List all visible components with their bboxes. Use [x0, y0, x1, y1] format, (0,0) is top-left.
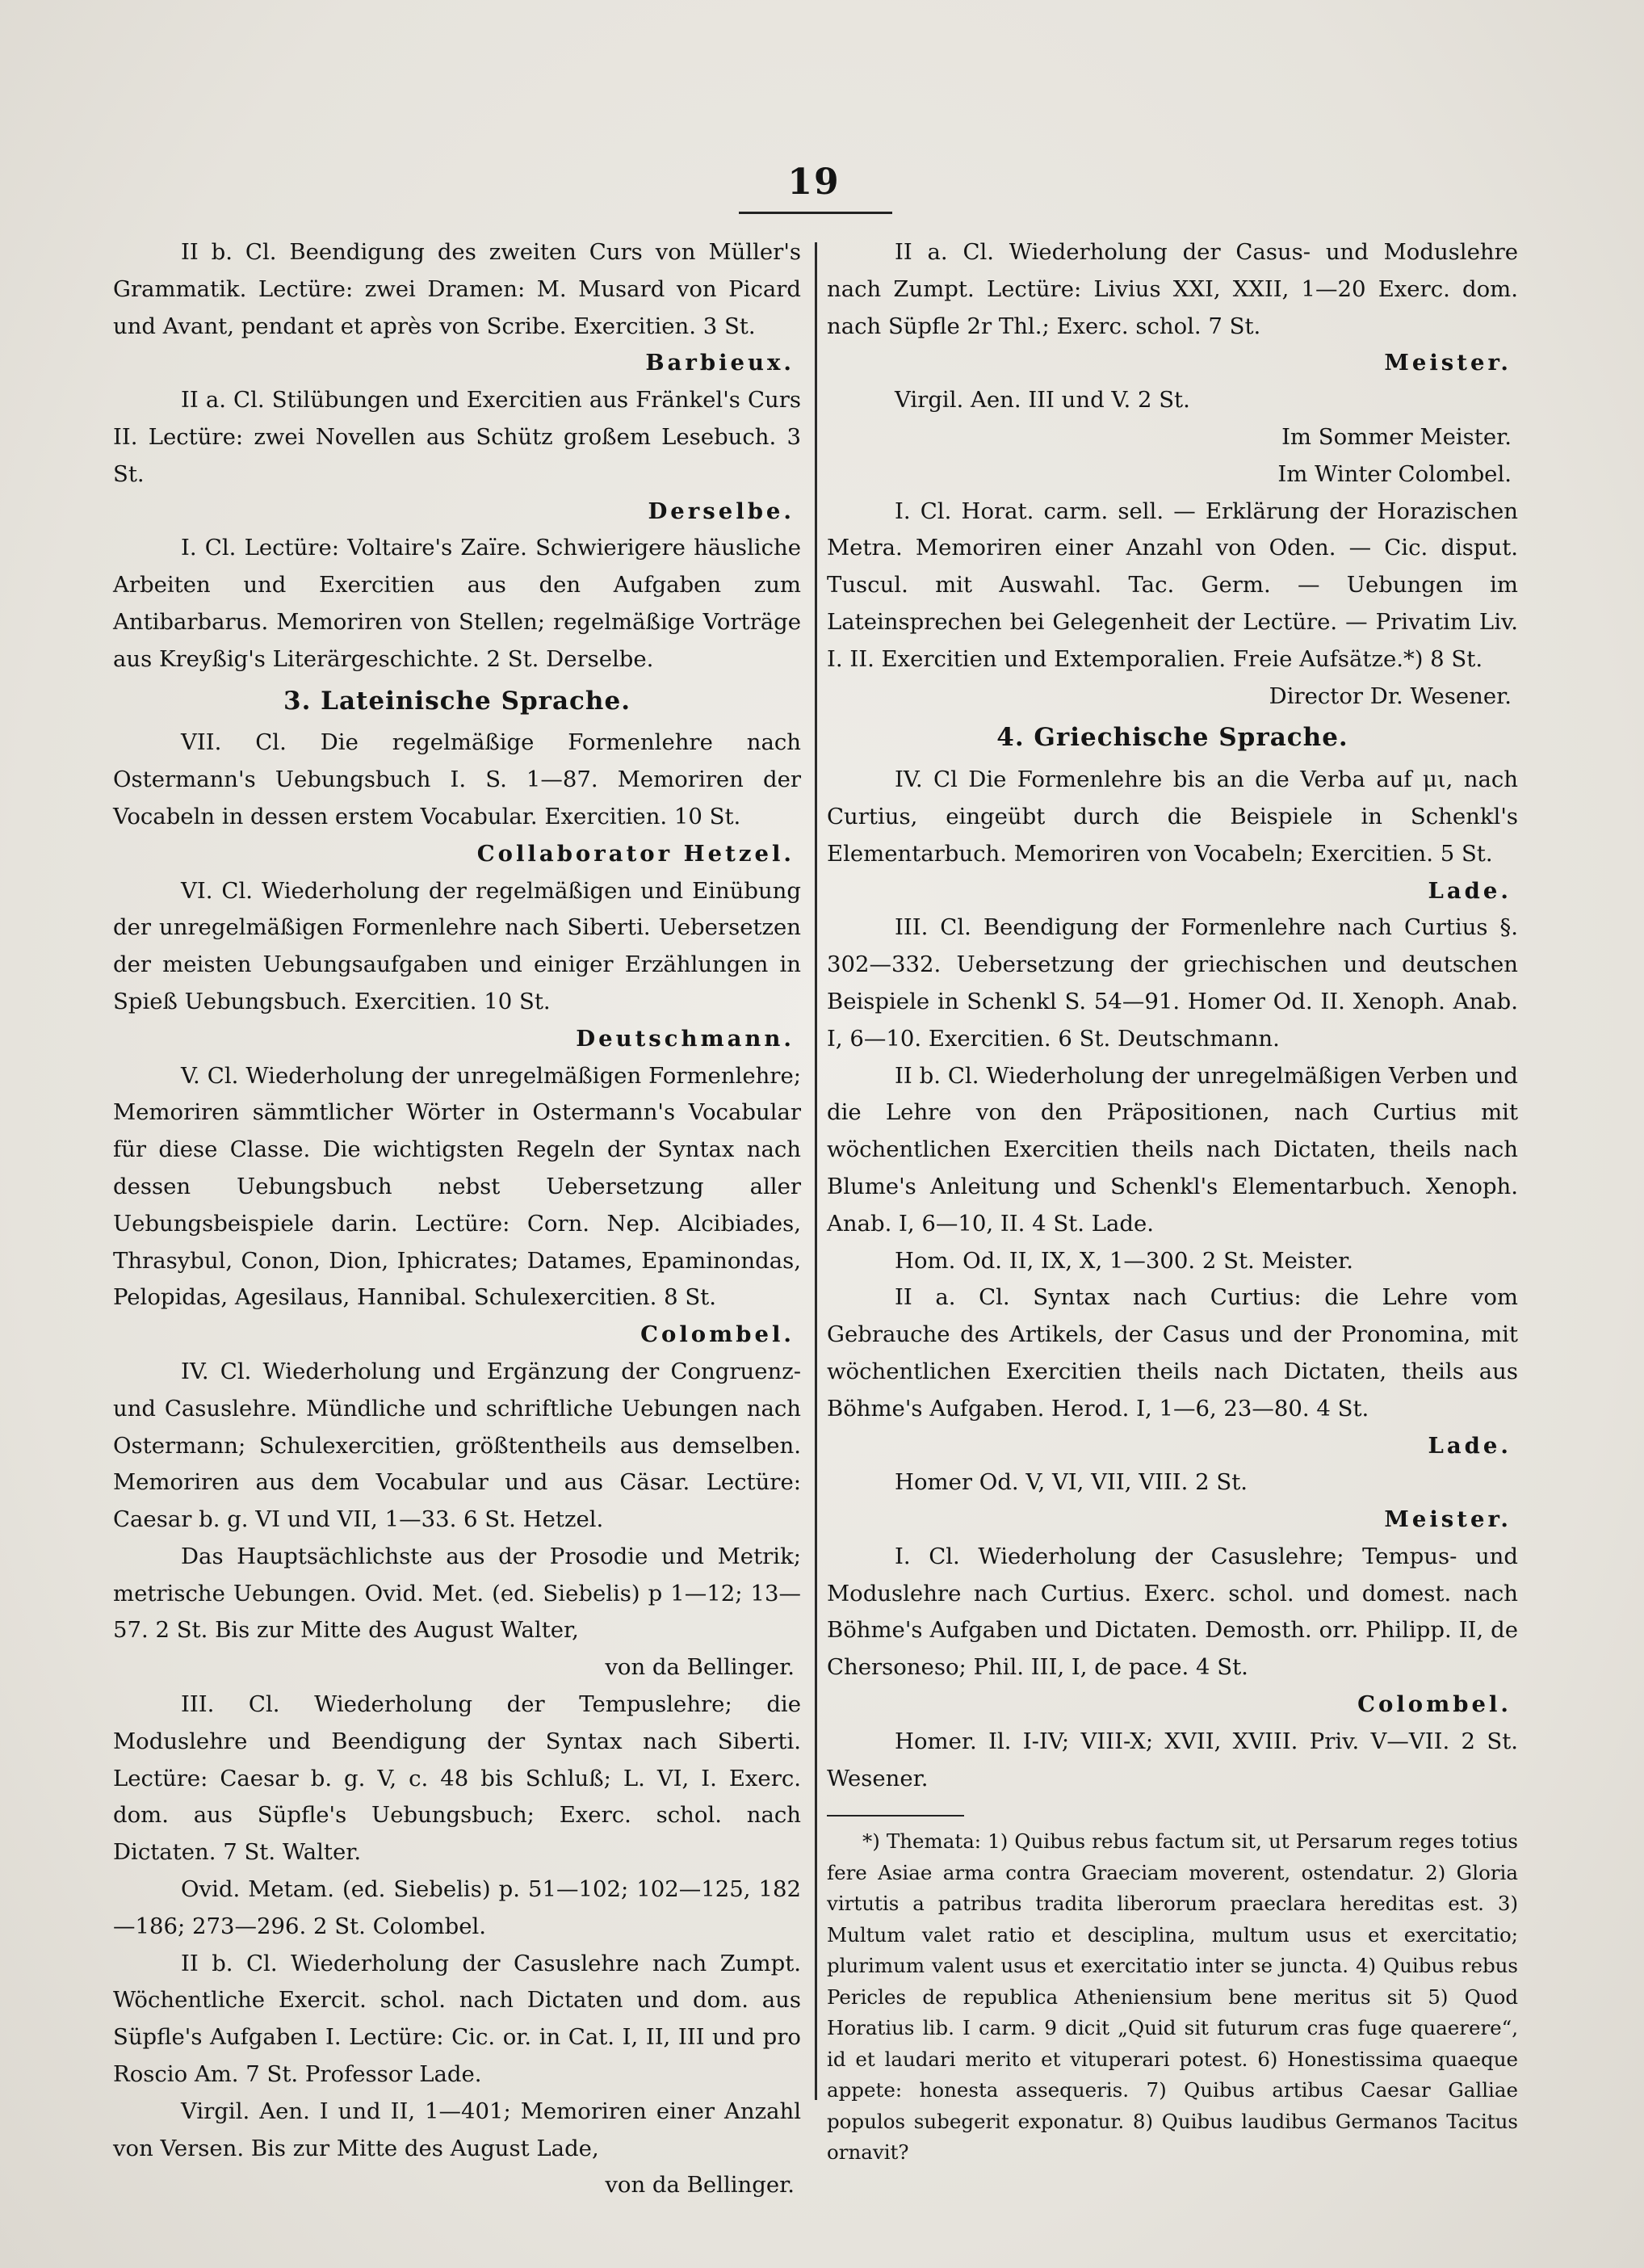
teacher-signature: Meister. [1384, 1506, 1512, 1533]
paragraph: I. Cl. Lectüre: Voltaire's Zaïre. Schwierigere häusliche Arbeiten und Exercitien aus den Aufgaben zum Antibarbarus. Memoriren von Stellen; regelmäßige Vorträge aus Kreyßig's Literärgeschichte. 2 St. Derselbe. [113, 535, 801, 672]
paragraph: Hom. Od. II, IX, X, 1—300. 2 St. Meister. [895, 1247, 1354, 1274]
paragraph: Ovid. Metam. (ed. Siebelis) p. 51—102; 102—125, 182—186; 273—296. 2 St. Colombel. [113, 1876, 801, 1939]
paragraph: II b. Cl. Beendigung des zweiten Curs von Müller's Grammatik. Lectüre: zwei Dramen: M. Musard von Picard und Avant, pendant et après von Scribe. Exercitien. 3 St. [113, 239, 801, 339]
paragraph: IV. Cl Die Formenlehre bis an die Verba auf μι, nach Curtius, eingeübt durch die Beispiele in Schenkl's Elementarbuch. Memoriren von Vocabeln; Exercitien. 5 St. [827, 766, 1518, 867]
paragraph: II a. Cl. Syntax nach Curtius: die Lehre vom Gebrauche des Artikels, der Casus und der Pronomina, mit wöchentlichen Exercitien theils nach Dictaten, theils aus Böhme's Aufgaben. Herod. I, 1—6, 23—80. 4 St. [827, 1284, 1518, 1422]
column-divider [815, 242, 817, 2100]
teacher-line: von da Bellinger. [605, 1654, 795, 1681]
teacher-line: Im Winter Colombel. [1277, 460, 1512, 487]
paragraph: V. Cl. Wiederholung der unregelmäßigen Formenlehre; Memoriren sämmtlicher Wörter in Ostermann's Vocabular für diese Classe. Die wichtigsten Regeln der Syntax nach dessen Uebungsbuch nebst Uebersetzung aller Uebungsbeispiele darin. Lectüre: Corn. Nep. Alcibiades, Thrasybul, Conon, Dion, Iphicrates; Datames, Epaminondas, Pelopidas, Agesilaus, Hannibal. Schulexercitien. 8 St. [113, 1062, 801, 1311]
paragraph: Homer. Il. I-IV; VIII-X; XVII, XVIII. Priv. V—VII. 2 St. Wesener. [827, 1728, 1518, 1791]
footnote-rule [827, 1815, 964, 1816]
paragraph: I. Cl. Wiederholung der Casuslehre; Tempus- und Moduslehre nach Curtius. Exerc. schol. und domest. nach Böhme's Aufgaben und Dictaten. Demosth. orr. Philipp. II, de Chersoneso; Phil. III, I, de pace. 4 St. [827, 1543, 1518, 1681]
teacher-signature: Collaborator Hetzel. [476, 840, 795, 867]
right-column [827, 234, 1518, 2169]
footnote: *) Themata: 1) Quibus rebus factum sit, ut Persarum reges totius fere Asiae arma contra Graeciam moverent, ostendatur. 2) Gloria virtutis a patribus tradita liberorum praeclara hereditas est. 3) Multum valet ratio et desciplina, multum usus et exercitatio; plurimum valent usus et exercitatio inter se juncta. 4) Quibus rebus Pericles de republica Atheniensium bene meritus sit 5) Quod Horatius lib. I carm. 9 dicit „Quid sit futurum cras fuge quaerere“, id et laudari merito et vituperari potest. 6) Honestissima quaeque appete: honesta assequeris. 7) Quibus artibus Caesar Galliae populos subegerit exponatur. 8) Quibus laudibus Germanos Tacitus ornavit? [827, 1829, 1518, 2165]
teacher-signature: Derselbe. [648, 498, 795, 524]
paragraph: Das Hauptsächlichste aus der Prosodie und Metrik; metrische Uebungen. Ovid. Met. (ed. Siebelis) p 1—12; 13—57. 2 St. Bis zur Mitte des August Walter, [113, 1543, 801, 1644]
paragraph: IV. Cl. Wiederholung und Ergänzung der Congruenz- und Casuslehre. Mündliche und schriftliche Uebungen nach Ostermann; Schulexercitien, größtentheils aus demselben. Memoriren aus dem Vocabular und aus Cäsar. Lectüre: Caesar b. g. VI und VII, 1—33. 6 St. Hetzel. [113, 1358, 801, 1533]
paragraph: III. Cl. Beendigung der Formenlehre nach Curtius §. 302—332. Uebersetzung der griechischen und deutschen Beispiele in Schenkl S. 54—91. Homer Od. II. Xenoph. Anab. I, 6—10. Exercitien. 6 St. Deutschmann. [827, 914, 1518, 1052]
teacher-signature: Colombel. [640, 1321, 795, 1348]
section-heading: 4. Griechische Sprache. [996, 723, 1348, 753]
paragraph: Virgil. Aen. III und V. 2 St. [895, 387, 1190, 414]
teacher-line: Im Sommer Meister. [1281, 423, 1512, 450]
teacher-signature: Meister. [1384, 350, 1512, 376]
paragraph: Virgil. Aen. I und II, 1—401; Memoriren einer Anzahl von Versen. Bis zur Mitte des August Lade, [113, 2098, 801, 2161]
paragraph: I. Cl. Horat. carm. sell. — Erklärung der Horazischen Metra. Memoriren einer Anzahl von Oden. — Cic. disput. Tuscul. mit Auswahl. Tac. Germ. — Uebungen im Lateinsprechen bei Gelegenheit der Lectüre. — Privatim Liv. I. II. Exercitien und Extemporalien. Freie Aufsätze.*) 8 St. [827, 498, 1518, 672]
paragraph: III. Cl. Wiederholung der Tempuslehre; die Moduslehre und Beendigung der Syntax nach Siberti. Lectüre: Caesar b. g. V, c. 48 bis Schluß; L. VI, I. Exerc. dom. aus Süpfle's Uebungsbuch; Exerc. schol. nach Dictaten. 7 St. Walter. [113, 1691, 801, 1866]
left-column [113, 234, 801, 2204]
paragraph: II a. Cl. Wiederholung der Casus- und Moduslehre nach Zumpt. Lectüre: Livius XXI, XXII, 1—20 Exerc. dom. nach Süpfle 2r Thl.; Exerc. schol. 7 St. [827, 239, 1518, 339]
teacher-signature: Colombel. [1357, 1691, 1512, 1718]
teacher-line: von da Bellinger. [605, 2172, 795, 2199]
paragraph: VII. Cl. Die regelmäßige Formenlehre nach Ostermann's Uebungsbuch I. S. 1—87. Memoriren der Vocabeln in dessen erstem Vocabular. Exercitien. 10 St. [113, 729, 801, 830]
section-heading: 3. Lateinische Sprache. [283, 686, 631, 716]
teacher-signature: Lade. [1428, 877, 1512, 904]
paragraph: VI. Cl. Wiederholung der regelmäßigen und Einübung der unregelmäßigen Formenlehre nach Siberti. Uebersetzen der meisten Uebungsaufgaben und einiger Erzählungen in Spieß Uebungsbuch. Exercitien. 10 St. [113, 877, 801, 1014]
paragraph: II b. Cl. Wiederholung der unregelmäßigen Verben und die Lehre von den Präpositionen, nach Curtius mit wöchentlichen Exercitien theils nach Dictaten, theils nach Blume's Anleitung und Schenkl's Elementarbuch. Xenoph. Anab. I, 6—10, II. 4 St. Lade. [827, 1062, 1518, 1237]
teacher-signature: Barbieux. [645, 350, 795, 376]
paragraph: Homer Od. V, VI, VII, VIII. 2 St. [895, 1469, 1248, 1496]
teacher-signature: Lade. [1428, 1432, 1512, 1459]
teacher-line: Director Dr. Wesener. [1269, 682, 1512, 709]
page-number-rule [739, 212, 892, 214]
paragraph: II a. Cl. Stilübungen und Exercitien aus Fränkel's Curs II. Lectüre: zwei Novellen aus Schütz großem Lesebuch. 3 St. [113, 387, 801, 487]
teacher-signature: Deutschmann. [576, 1025, 795, 1052]
page-number: 19 [787, 162, 841, 203]
paragraph: II b. Cl. Wiederholung der Casuslehre nach Zumpt. Wöchentliche Exercit. schol. nach Dictaten und dom. aus Süpfle's Aufgaben I. Lectüre: Cic. or. in Cat. I, II, III und pro Roscio Am. 7 St. Professor Lade. [113, 1950, 801, 2088]
